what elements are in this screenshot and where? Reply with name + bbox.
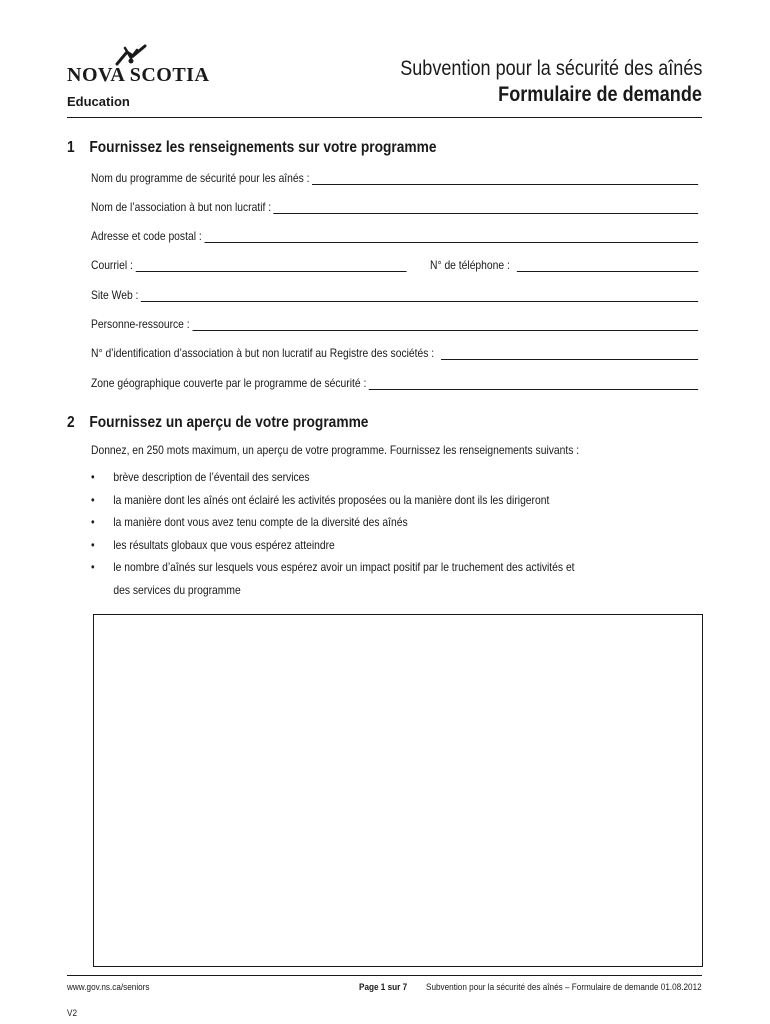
registry-id-input[interactable] — [441, 349, 698, 360]
zone-label: Zone géographique couverte par le programme de sécurité : — [91, 376, 367, 390]
bullet-icon: • — [91, 537, 95, 552]
zone-input[interactable] — [369, 379, 698, 390]
list-item: • le nombre d’aînés sur lesquels vous espérez avoir un impact positif par le truchement des activités et — [91, 556, 624, 579]
footer-page-number: Page 1 sur 7 — [359, 982, 408, 993]
contact-field[interactable] — [91, 317, 698, 331]
footer-divider — [67, 975, 702, 976]
program-name-input[interactable] — [312, 174, 698, 185]
section-2-intro: Donnez, en 250 mots maximum, un aperçu de votre programme. Fournissez les renseignements suivants : — [91, 443, 580, 457]
website-field[interactable] — [91, 288, 698, 302]
section-1-title: Fournissez les renseignements sur votre programme — [89, 139, 437, 156]
document-title: Subvention pour la sécurité des aînés — [399, 57, 702, 80]
email-input[interactable] — [135, 261, 406, 272]
association-name-input[interactable] — [274, 203, 698, 214]
section-2-title: Fournissez un aperçu de votre programme — [89, 414, 369, 431]
list-item: • les résultats globaux que vous espérez atteindre — [91, 534, 624, 557]
zone-field[interactable] — [91, 376, 698, 390]
list-item: • brève description de l’éventail des services — [91, 466, 624, 489]
header-divider — [67, 117, 702, 118]
address-field[interactable] — [91, 229, 698, 243]
email-label: Courriel : — [91, 258, 133, 272]
department-name: Education — [67, 94, 130, 109]
registry-id-label: N° d’identification d’association à but non lucratif au Registre des sociétés : — [91, 346, 435, 360]
program-name-label: Nom du programme de sécurité pour les aînés : — [91, 171, 310, 185]
email-field[interactable] — [91, 258, 407, 272]
website-input[interactable] — [141, 291, 698, 302]
logo-wordmark: NOVA SCOTIA — [67, 64, 210, 86]
section-2-heading — [67, 414, 368, 432]
list-item: • la manière dont vous avez tenu compte de la diversité des aînés — [91, 511, 624, 534]
program-overview-textarea[interactable] — [93, 614, 703, 967]
footer-document-title: Subvention pour la sécurité des aînés – Formulaire de demande 01.08.2012 — [426, 982, 702, 993]
association-name-field[interactable] — [91, 200, 698, 214]
phone-field[interactable] — [430, 258, 698, 272]
bullet-icon: • — [91, 515, 95, 529]
document-subtitle: Formulaire de demande — [498, 83, 702, 106]
contact-label: Personne-ressource : — [91, 317, 190, 331]
bullet-icon: • — [91, 560, 95, 574]
address-input[interactable] — [204, 232, 698, 243]
version-label: V2 — [67, 1008, 77, 1019]
nova-scotia-logo — [67, 44, 210, 114]
footer-website-link[interactable]: www.gov.ns.ca/seniors — [67, 982, 150, 993]
bullet-icon: • — [91, 470, 95, 484]
bullet-icon: • — [91, 492, 95, 507]
contact-input[interactable] — [192, 320, 698, 331]
association-name-label: Nom de l’association à but non lucratif : — [91, 200, 272, 214]
program-name-field[interactable] — [91, 171, 698, 185]
registry-id-field[interactable] — [91, 346, 698, 360]
list-item: • la manière dont les aînés ont éclairé les activités proposées ou la manière dont ils les dirigeront — [91, 489, 624, 512]
list-item-continuation: des services du programme — [113, 582, 241, 597]
section-1-number: 1 — [67, 139, 75, 156]
requirements-list — [91, 466, 711, 601]
section-1-heading — [67, 139, 437, 157]
website-label: Site Web : — [91, 288, 139, 302]
address-label: Adresse et code postal : — [91, 229, 202, 243]
phone-input[interactable] — [517, 261, 699, 272]
phone-label: N° de téléphone : — [430, 258, 510, 272]
section-2-number: 2 — [67, 414, 75, 431]
